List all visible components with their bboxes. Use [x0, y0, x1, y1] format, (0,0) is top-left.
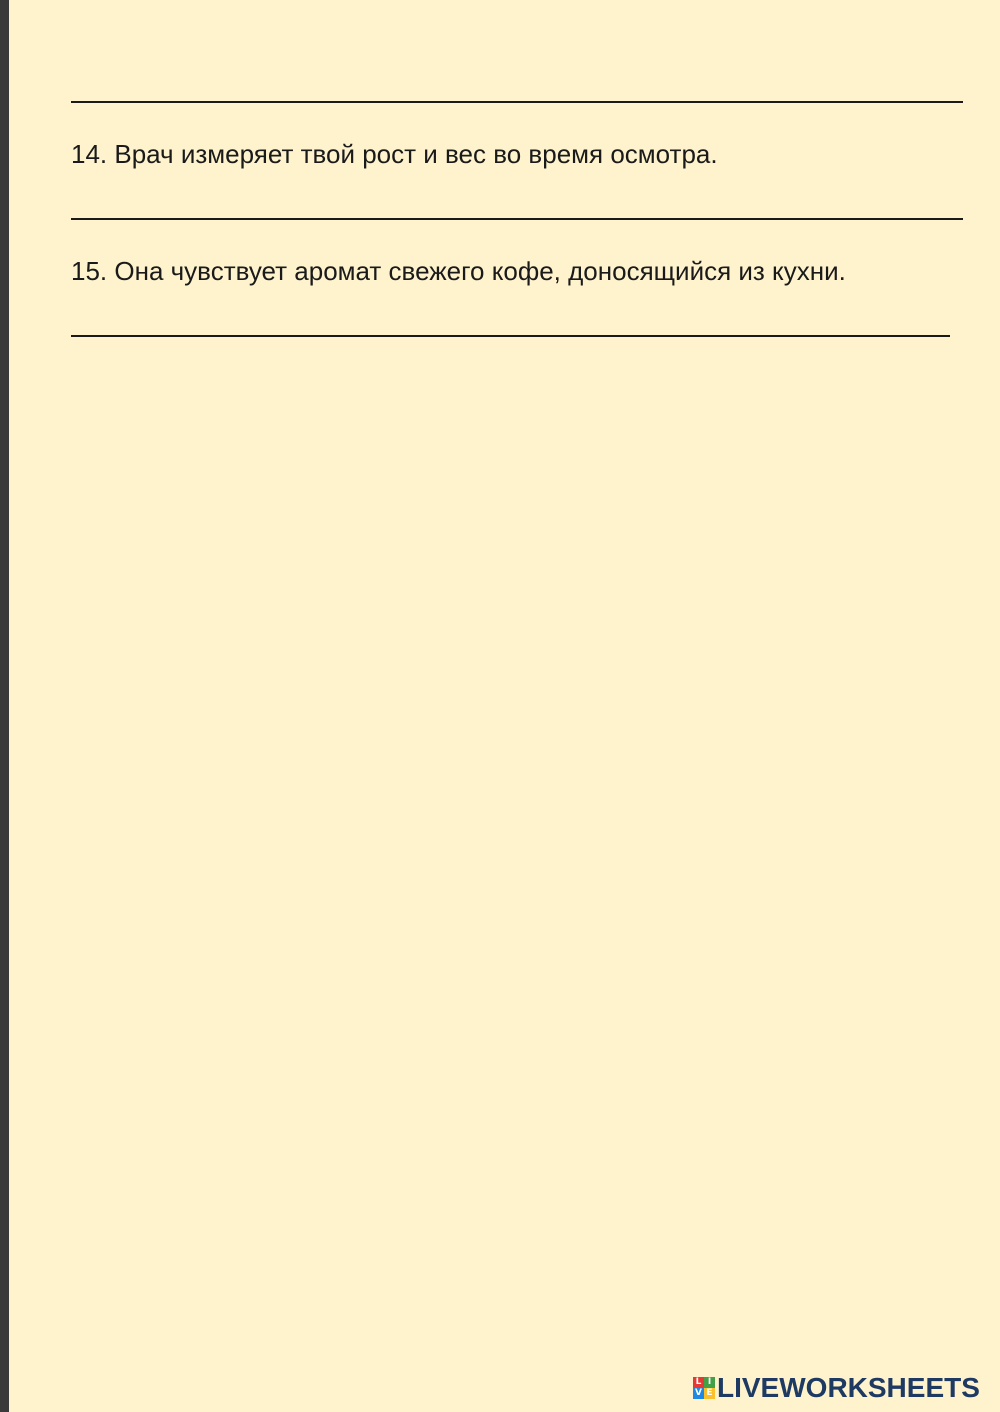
logo-letter-v: V	[693, 1388, 704, 1399]
question-15: 15. Она чувствует аромат свежего кофе, доносящийся из кухни.	[71, 256, 846, 286]
answer-line-13[interactable]	[71, 101, 963, 103]
answer-line-14[interactable]	[71, 218, 963, 220]
worksheet-page	[9, 0, 1000, 1412]
logo-letter-l: L	[693, 1377, 704, 1388]
logo-letter-i: I	[704, 1377, 715, 1388]
logo-text: LIVEWORKSHEETS	[717, 1372, 980, 1403]
question-14: 14. Врач измеряет твой рост и вес во время осмотра.	[71, 139, 718, 169]
logo-letter-e: E	[704, 1388, 715, 1399]
page-left-edge	[0, 0, 9, 1412]
answer-line-15[interactable]	[71, 335, 950, 337]
liveworksheets-logo-icon	[693, 1377, 715, 1399]
liveworksheets-logo[interactable]	[693, 1372, 980, 1404]
